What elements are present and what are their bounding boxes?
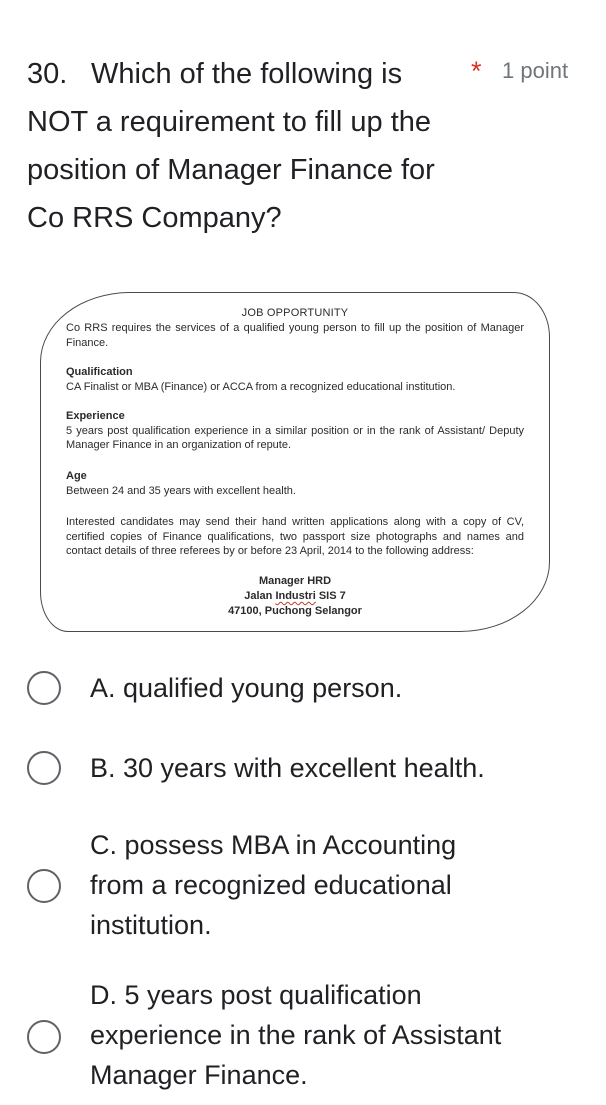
radio-circle-icon[interactable] xyxy=(27,1020,61,1054)
job-application-text: Interested candidates may send their hand written applications along with a copy of CV, certified copies of Finance qualifications, two passport size photographs and names and contact details of three referees by or before 23 April, 2014 to the following address: xyxy=(66,516,524,557)
option-b[interactable] xyxy=(0,746,606,790)
job-age xyxy=(66,469,524,498)
address-line-3: 47100, Puchong Selangor xyxy=(228,605,362,617)
qualification-text: CA Finalist or MBA (Finance) or ACCA from a recognized educational institution. xyxy=(66,380,456,393)
option-d[interactable] xyxy=(0,975,606,1097)
option-b-label[interactable]: B. 30 years with excellent health. xyxy=(90,753,485,783)
experience-heading: Experience xyxy=(66,410,125,422)
question-number: 30. xyxy=(27,58,68,90)
option-a-label[interactable]: A. qualified young person. xyxy=(90,673,403,703)
address-line-2-word: Industri xyxy=(275,590,316,602)
job-intro: Co RRS requires the services of a qualified young person to fill up the position of Manager Finance. xyxy=(66,322,524,349)
qualification-heading: Qualification xyxy=(66,366,133,378)
address-line-1: Manager HRD xyxy=(258,575,332,587)
radio-circle-icon[interactable] xyxy=(27,671,61,705)
address-line-2 xyxy=(41,589,549,604)
job-address xyxy=(41,574,549,619)
question-text: Which of the following is NOT a requirement to fill up the position of Manager Finance for Co RRS Company? xyxy=(27,58,435,234)
age-heading: Age xyxy=(66,470,87,482)
option-d-label[interactable]: D. 5 years post qualification experience in the rank of Assistant Manager Finance. xyxy=(90,980,502,1090)
question-points: 1 point xyxy=(502,58,569,83)
job-qualification xyxy=(66,365,524,394)
radio-circle-icon[interactable] xyxy=(27,751,61,785)
address-line-2-suffix: SIS 7 xyxy=(315,590,346,602)
job-title: JOB OPPORTUNITY xyxy=(241,307,349,319)
address-line-2-prefix: Jalan xyxy=(244,590,276,602)
option-c[interactable] xyxy=(0,823,606,945)
option-a[interactable] xyxy=(0,666,606,710)
job-opportunity-image xyxy=(40,292,550,632)
radio-circle-icon[interactable] xyxy=(27,869,61,903)
experience-text: 5 years post qualification experience in a similar position or in the rank of Assistant/ Deputy Manager Finance in an organization of repute. xyxy=(66,424,524,451)
job-experience xyxy=(66,409,524,453)
age-text: Between 24 and 35 years with excellent health. xyxy=(66,484,296,497)
required-asterisk: * xyxy=(471,56,482,86)
option-c-label[interactable]: C. possess MBA in Accounting from a recognized educational institution. xyxy=(90,830,457,940)
question-header xyxy=(27,44,587,244)
